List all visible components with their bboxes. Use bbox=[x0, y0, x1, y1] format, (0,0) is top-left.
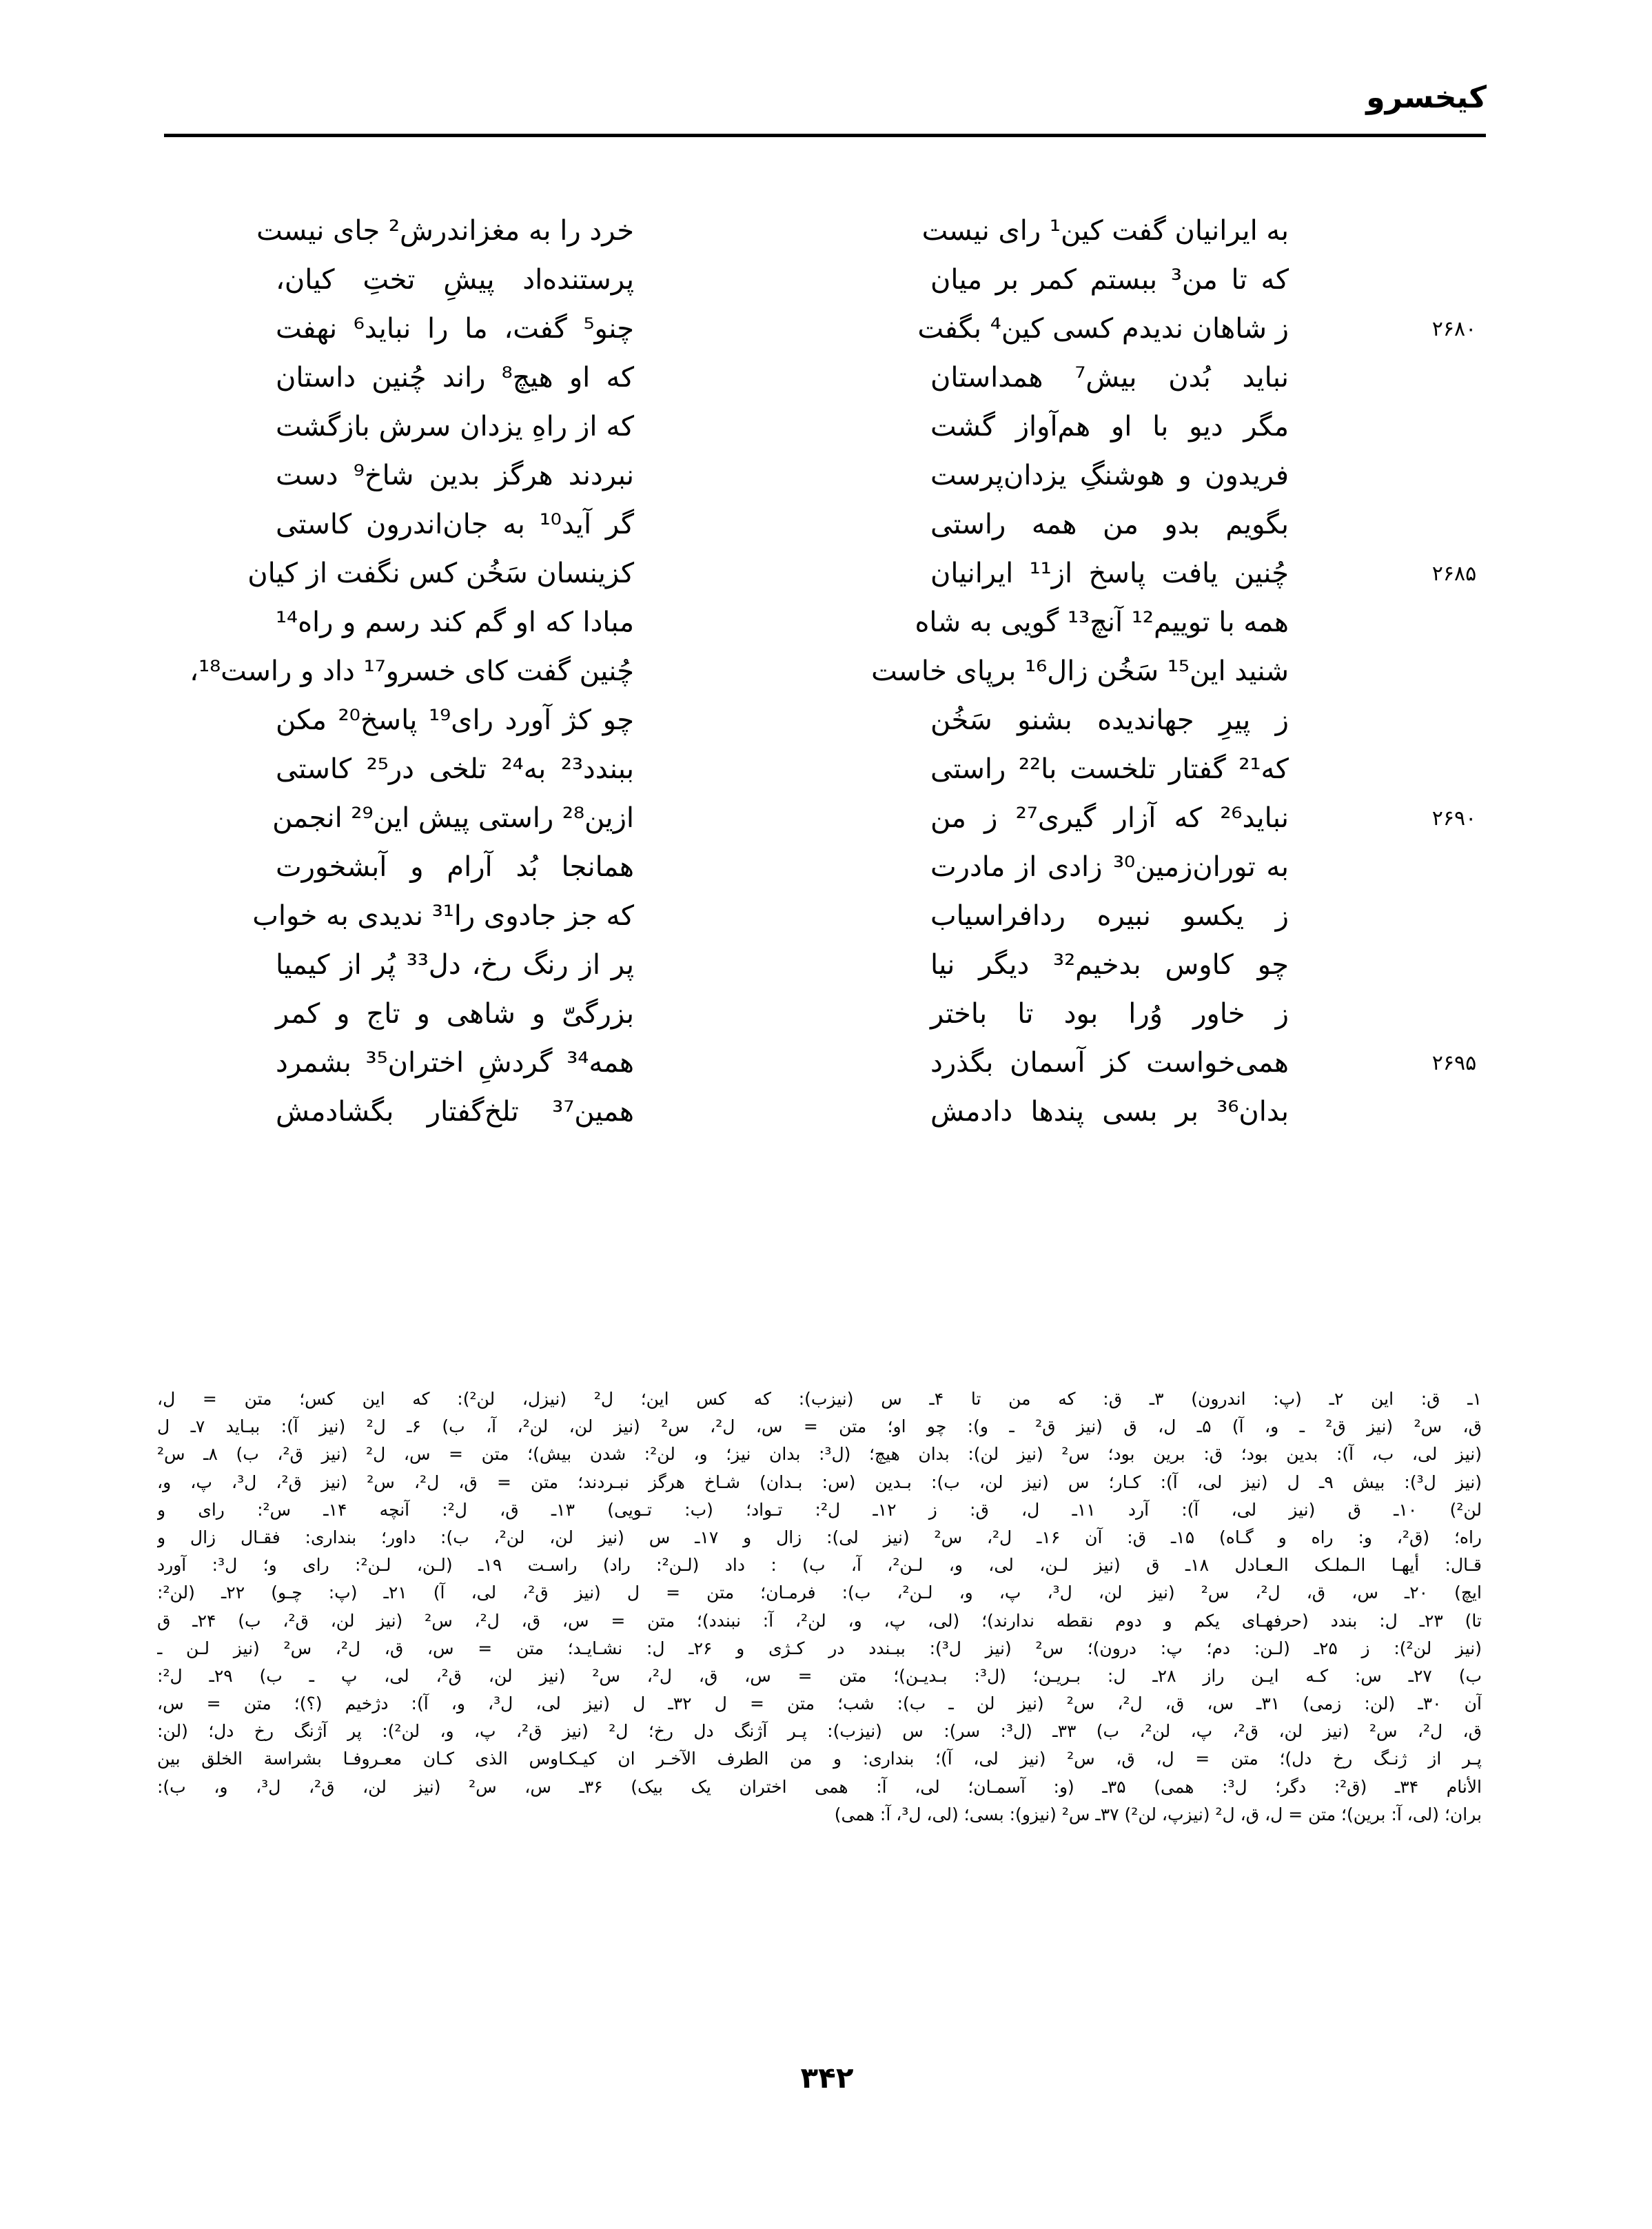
verse-row bbox=[276, 696, 1378, 745]
verse-row bbox=[276, 305, 1477, 354]
hemistich-second: که او هیچ⁸ راند چُنین داستان bbox=[276, 362, 634, 394]
hemistich-second: همه³⁴ گردشِ اختران³⁵ بشمرد bbox=[276, 1047, 634, 1079]
line-number: ۲۶۹۰ bbox=[1431, 806, 1477, 831]
hemistich-second: پر از رنگ رخ، دل³³ پُر از کیمیا bbox=[276, 949, 634, 981]
footnote-line: ب) ۲۷ـ س: کـه ایـن راز ۲۸ـ ل: بـریـن؛ (ل³: بـدیـن)؛ متن = س، ق، ل²، س² (نیز لن، ق²، لی، پ ـ ب) ۲۹ـ ل²: bbox=[157, 1665, 1482, 1686]
hemistich-second: خرد را به مغزاندرش² جای نیست bbox=[256, 215, 634, 247]
hemistich-first: نباید²⁶ که آزار گیری²⁷ ز من bbox=[930, 802, 1289, 834]
footnote-line: قـال: أیهـا الـملـک الـعـادل ۱۸ـ ق (نیز لـن، لی، و، لـن²، آ، ب) : داد (لـن²: راد) راسـت ۱۹ـ (لـن، لـن²: رای و؛ ل³: آورد bbox=[157, 1555, 1482, 1576]
hemistich-second: مبادا که او گم کند رسم و راه¹⁴ bbox=[276, 607, 634, 638]
hemistich-first: به توران‌زمین³⁰ زادی از مادرت bbox=[930, 851, 1289, 883]
hemistich-first: بدان³⁶ بر بسی پندها دادمش bbox=[930, 1096, 1289, 1128]
footnote-line: ایچ) ۲۰ـ س، ق، ل²، س² (نیز لن، ل³، پ، و، لـن²، ب): فرمـان؛ متن = ل (نیز ق²، لی، آ) ۲۱ـ (پ: چـو) ۲۲ـ (لن²: bbox=[157, 1582, 1482, 1603]
critical-apparatus-footnotes bbox=[157, 1385, 1482, 1829]
hemistich-first: که تا من³ ببستم کمر بر میان bbox=[930, 264, 1289, 296]
hemistich-first: چُنین یافت پاسخ از¹¹ ایرانیان bbox=[930, 558, 1289, 589]
hemistich-first: فریدون و هوشنگِ یزدان‌پرست bbox=[930, 460, 1289, 491]
footnote-line: (نیز ل³): بیش ۹ـ ل (نیز لی، آ): کـار؛ س (نیز لن، ب): بـدین (س: بـدان) شـاخ هرگز نبـردند؛ متن = ق، ل²، س² (نیز ق²، ل³، پ، و، bbox=[157, 1472, 1482, 1492]
hemistich-first: نباید بُدن بیش⁷ همداستان bbox=[930, 362, 1289, 394]
hemistich-second: نبردند هرگز بدین شاخ⁹ دست bbox=[276, 460, 634, 491]
hemistich-first: به ایرانیان گفت کین¹ رای نیست bbox=[921, 215, 1289, 247]
hemistich-first: شنید این¹⁵ سَخُن زال¹⁶ برپای خاست bbox=[871, 655, 1289, 687]
hemistich-second: همین³⁷ تلخ‌گفتار بگشادمش bbox=[276, 1096, 634, 1128]
verse-block bbox=[190, 207, 1477, 1137]
hemistich-second: کزینسان سَخُن کس نگفت از کیان bbox=[247, 558, 634, 589]
verse-row bbox=[276, 843, 1378, 892]
hemistich-first: ز یکسو نبیره ردافراسیاب bbox=[930, 900, 1289, 932]
verse-row bbox=[190, 647, 1378, 696]
footnote-line: پـر از ژنـگ رخ دل)؛ متن = ل، ق، س² (نیز لی، آ)؛ بنداری: و من الطرف الآخـر ان کیـکـاوس الذی کـان معـروفـا بشراسة الخلق بین bbox=[157, 1749, 1482, 1769]
footnote-line: ۱ـ ق: این ۲ـ (پ: اندرون) ۳ـ ق: که من تا ۴ـ س (نیزب): که کس این؛ ل² (نیزل، لن²): که این کس؛ متن = ل، bbox=[157, 1389, 1482, 1409]
verse-row bbox=[276, 745, 1378, 794]
verse-row bbox=[276, 990, 1378, 1039]
verse-row bbox=[247, 549, 1477, 598]
hemistich-second: گر آید¹⁰ به جان‌اندرون کاستی bbox=[276, 509, 634, 540]
footnote-line: راه؛ (ق²، و: راه و گـاه) ۱۵ـ ق: آن ۱۶ـ ل²، س² (نیز لی): زال و ۱۷ـ س (نیز لن، لن²، ب): داور؛ بنداری: فقـال زال و bbox=[157, 1527, 1482, 1547]
hemistich-second: پرستنده‌اد پیشِ تختِ کیان، bbox=[276, 264, 634, 296]
verse-row bbox=[276, 1039, 1477, 1088]
hemistich-second: که از راهِ یزدان سرش بازگشت bbox=[276, 411, 634, 442]
footnote-line: لن²) ۱۰ـ ق (نیز لی، آ): آرد ۱۱ـ ل، ق: ز ۱۲ـ ل²: تـواد؛ (ب: تـویی) ۱۳ـ ق، ل²: آنچه ۱۴ـ س²: رای و bbox=[157, 1499, 1482, 1520]
hemistich-second: ببندد²³ به²⁴ تلخی در²⁵ کاستی bbox=[276, 753, 635, 785]
verse-row bbox=[276, 451, 1378, 500]
footnote-line: تا) ۲۳ـ ل: بندد (حرفهـای یکم و دوم نقطه ندارند)؛ (لی، پ، و، لن²، آ: نبندد)؛ متن = س، ق، ل²، س² (نیز لن، ق²، ب) ۲۴ـ ق bbox=[157, 1610, 1482, 1631]
footnote-line: بران؛ (لی، آ: برین)؛ متن = ل، ق، ل² (نیزپ، لن²) ۳۷ـ س² (نیزو): بسی؛ (لی، ل³، آ: همی) bbox=[834, 1804, 1482, 1824]
hemistich-second: چُنین گفت کای خسرو¹⁷ داد و راست¹⁸، bbox=[190, 655, 634, 687]
verse-row bbox=[252, 892, 1378, 941]
verse-row bbox=[276, 354, 1378, 403]
hemistich-first: که²¹ گفتار تلخست با²² راستی bbox=[930, 753, 1289, 785]
page-number: ۳۴۲ bbox=[800, 2061, 854, 2095]
verse-row bbox=[272, 794, 1477, 843]
hemistich-second: چو کژ آورد رای¹⁹ پاسخ²⁰ مکن bbox=[276, 704, 634, 736]
verse-row bbox=[276, 500, 1378, 549]
hemistich-first: بگویم بدو من همه راستی bbox=[930, 509, 1289, 540]
footnote-line: الأنام ۳۴ـ (ق²: دگر؛ ل³: همی) ۳۵ـ (و: آسمـان؛ لی، آ: همی اختران یک بیک) ۳۶ـ س، س² (نیز لن، ق²، ل³، و، ب): bbox=[157, 1776, 1482, 1797]
verse-row bbox=[276, 1088, 1378, 1137]
hemistich-second: چنو⁵ گفت، ما را نباید⁶ نهفت bbox=[276, 313, 634, 345]
hemistich-first: مگر دیو با او هم‌آواز گشت bbox=[930, 411, 1289, 442]
line-number: ۲۶۹۵ bbox=[1431, 1051, 1477, 1075]
footnote-line: ق، س² (نیز ق² ـ و، آ) ۵ـ ل، ق (نیز ق² ـ و): چو او؛ متن = س، ل²، س² (نیز لن، لن²، آ، ب) ۶ـ ل² (نیز آ): ببـاید ۷ـ ل bbox=[157, 1416, 1482, 1437]
footnote-line: ق، ل²، س² (نیز لن، ق²، پ، لن²، ب) ۳۳ـ (ل³: سر): س (نیزب): پـر آژنگ دل رخ؛ ل² (نیز ق²، پ، و، لن²): پر آژنگ رخ دل؛ (لن: bbox=[157, 1721, 1482, 1742]
verse-row bbox=[276, 598, 1378, 647]
hemistich-first: ز پیرِ جهاندیده بشنو سَخُن bbox=[930, 704, 1289, 736]
footnote-line: آن ۳۰ـ (لن: زمی) ۳۱ـ س، ق، ل²، س² (نیز لن ـ ب): شب؛ متن = ل ۳۲ـ ل (نیز لی، ل³، و، آ): دژخیم (؟)؛ متن = س، bbox=[157, 1693, 1482, 1714]
hemistich-first: ز خاور وُرا بود تا باختر bbox=[930, 998, 1289, 1030]
verse-row bbox=[276, 256, 1378, 305]
verse-row bbox=[256, 207, 1378, 256]
running-title: کیخسرو bbox=[1366, 80, 1487, 115]
hemistich-first: همی‌خواست کز آسمان بگذرد bbox=[930, 1047, 1289, 1079]
hemistich-second: که جز جادوی را³¹ ندیدی به خواب bbox=[252, 900, 634, 932]
hemistich-second: بزرگیّ و شاهی و تاج و کمر bbox=[276, 998, 634, 1030]
line-number: ۲۶۸۵ bbox=[1431, 562, 1477, 586]
hemistich-first: ز شاهان ندیدم کسی کین⁴ بگفت bbox=[917, 313, 1289, 345]
hemistich-first: چو کاوس بدخیم³² دیگر نیا bbox=[930, 949, 1289, 981]
verse-row bbox=[276, 403, 1378, 451]
footnote-line: (نیز لن²): ز ۲۵ـ (لـن: دم؛ پ: درون)؛ س² (نیز ل³): ببـندد در کـژی و ۲۶ـ ل: نشـایـد؛ متن = س، ق، ل²، س² (نیز لـن ـ bbox=[157, 1638, 1482, 1658]
hemistich-first: همه با توییم¹² آنچ¹³ گویی به شاه bbox=[915, 607, 1289, 638]
line-number: ۲۶۸۰ bbox=[1431, 317, 1477, 341]
header-rule bbox=[164, 134, 1486, 137]
footnote-line: (نیز لی، ب، آ): بدین بود؛ ق: برین بود؛ س² (نیز لن): بدان هیچ؛ (ل³: بدان نیز؛ و، لن²: شدن بیش)؛ متن = س، ل² (نیز ق²، ب) ۸ـ س² bbox=[157, 1444, 1482, 1465]
verse-row bbox=[276, 941, 1378, 990]
hemistich-second: ازین²⁸ راستی پیش این²⁹ انجمن bbox=[272, 802, 634, 834]
hemistich-second: همانجا بُد آرام و آبشخورت bbox=[276, 851, 634, 883]
